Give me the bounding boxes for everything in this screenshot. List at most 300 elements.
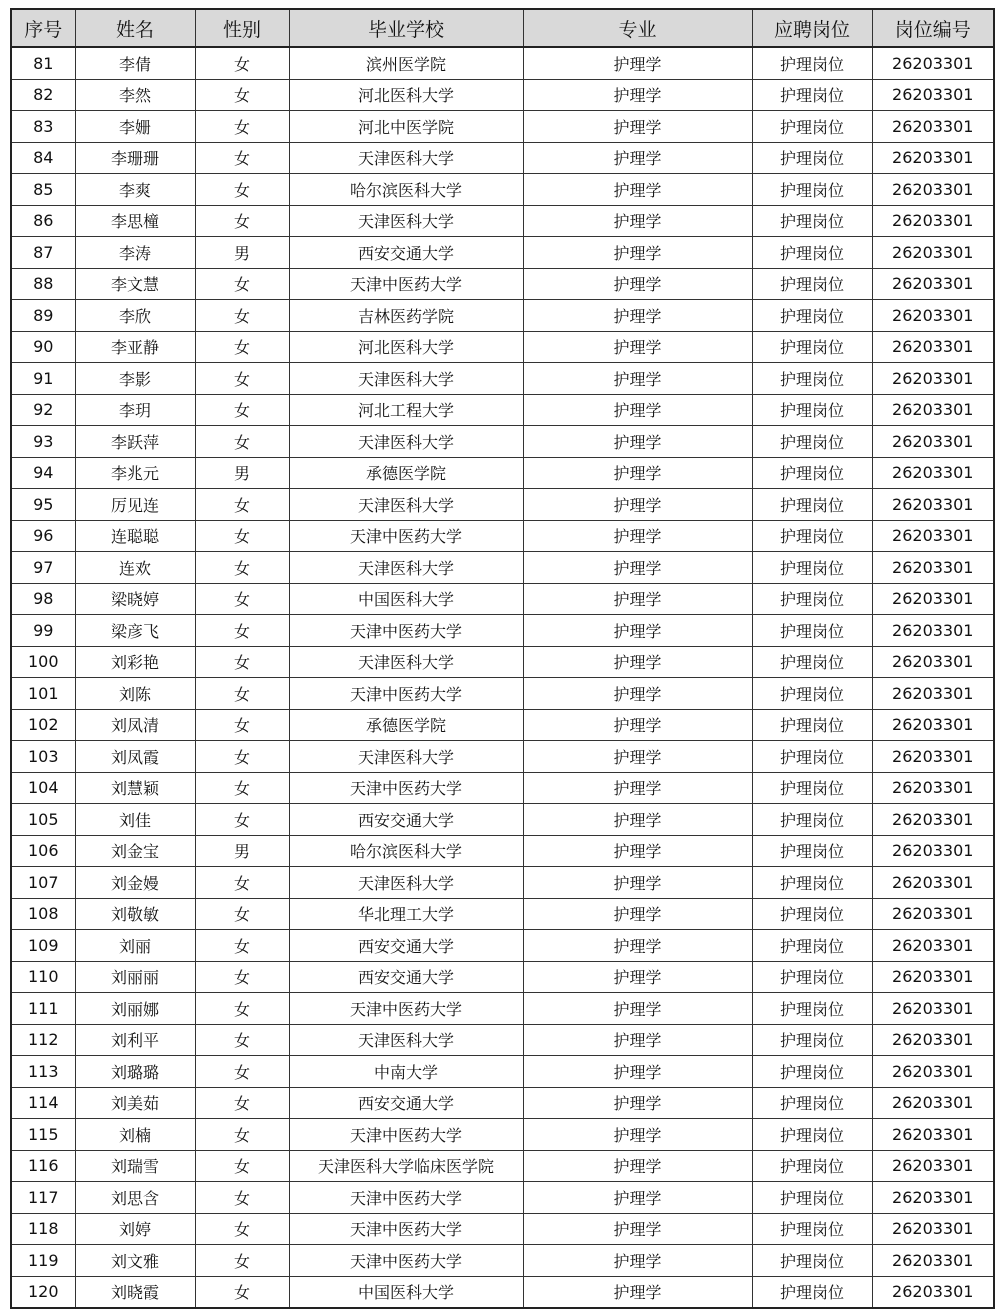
- cell-gender: 女: [195, 1087, 289, 1119]
- table-row: [11, 268, 994, 300]
- table-row: [11, 520, 994, 552]
- cell-position: 护理岗位: [752, 678, 872, 710]
- table-row: [11, 1056, 994, 1088]
- table-row: [11, 174, 994, 206]
- cell-index: 83: [11, 111, 75, 143]
- cell-school: 中国医科大学: [289, 1276, 523, 1308]
- cell-index: 105: [11, 804, 75, 836]
- cell-major: 护理学: [523, 1087, 752, 1119]
- table-row: [11, 47, 994, 79]
- cell-index: 99: [11, 615, 75, 647]
- cell-gender: 女: [195, 1182, 289, 1214]
- cell-name: 连欢: [75, 552, 195, 584]
- cell-position-code: 26203301: [872, 1150, 994, 1182]
- cell-major: 护理学: [523, 426, 752, 458]
- cell-position-code: 26203301: [872, 772, 994, 804]
- cell-gender: 女: [195, 331, 289, 363]
- table-row: [11, 835, 994, 867]
- header-school: 毕业学校: [289, 9, 523, 47]
- cell-school: 华北理工大学: [289, 898, 523, 930]
- cell-major: 护理学: [523, 237, 752, 269]
- table-row: [11, 804, 994, 836]
- cell-school: 河北医科大学: [289, 79, 523, 111]
- cell-position: 护理岗位: [752, 205, 872, 237]
- cell-index: 111: [11, 993, 75, 1025]
- cell-position: 护理岗位: [752, 300, 872, 332]
- cell-major: 护理学: [523, 804, 752, 836]
- header-index: 序号: [11, 9, 75, 47]
- table-row: [11, 583, 994, 615]
- cell-position-code: 26203301: [872, 205, 994, 237]
- cell-name: 刘凤清: [75, 709, 195, 741]
- header-row: [11, 9, 994, 47]
- cell-index: 120: [11, 1276, 75, 1308]
- cell-position: 护理岗位: [752, 1213, 872, 1245]
- cell-position-code: 26203301: [872, 898, 994, 930]
- cell-index: 88: [11, 268, 75, 300]
- cell-position: 护理岗位: [752, 993, 872, 1025]
- cell-gender: 女: [195, 1024, 289, 1056]
- cell-name: 刘金宝: [75, 835, 195, 867]
- cell-major: 护理学: [523, 268, 752, 300]
- table-row: [11, 300, 994, 332]
- cell-gender: 女: [195, 646, 289, 678]
- cell-position-code: 26203301: [872, 1276, 994, 1308]
- cell-position: 护理岗位: [752, 331, 872, 363]
- cell-school: 天津医科大学: [289, 867, 523, 899]
- cell-index: 109: [11, 930, 75, 962]
- cell-school: 天津中医药大学: [289, 268, 523, 300]
- table-row: [11, 331, 994, 363]
- cell-position-code: 26203301: [872, 615, 994, 647]
- table-row: [11, 205, 994, 237]
- cell-index: 96: [11, 520, 75, 552]
- cell-position: 护理岗位: [752, 804, 872, 836]
- cell-name: 厉见连: [75, 489, 195, 521]
- cell-name: 李兆元: [75, 457, 195, 489]
- cell-name: 刘金嫚: [75, 867, 195, 899]
- cell-position: 护理岗位: [752, 615, 872, 647]
- table-row: [11, 426, 994, 458]
- cell-index: 85: [11, 174, 75, 206]
- cell-name: 刘陈: [75, 678, 195, 710]
- cell-position-code: 26203301: [872, 300, 994, 332]
- cell-position-code: 26203301: [872, 678, 994, 710]
- cell-index: 92: [11, 394, 75, 426]
- table-row: [11, 1276, 994, 1308]
- cell-gender: 女: [195, 268, 289, 300]
- cell-position-code: 26203301: [872, 867, 994, 899]
- cell-position: 护理岗位: [752, 363, 872, 395]
- cell-name: 李珊珊: [75, 142, 195, 174]
- cell-gender: 女: [195, 615, 289, 647]
- cell-name: 李跃萍: [75, 426, 195, 458]
- cell-major: 护理学: [523, 552, 752, 584]
- cell-position: 护理岗位: [752, 1150, 872, 1182]
- cell-position: 护理岗位: [752, 646, 872, 678]
- cell-index: 102: [11, 709, 75, 741]
- cell-gender: 女: [195, 174, 289, 206]
- cell-gender: 男: [195, 835, 289, 867]
- cell-gender: 女: [195, 993, 289, 1025]
- cell-position: 护理岗位: [752, 1119, 872, 1151]
- cell-index: 117: [11, 1182, 75, 1214]
- cell-name: 李姗: [75, 111, 195, 143]
- cell-gender: 女: [195, 1213, 289, 1245]
- cell-position-code: 26203301: [872, 79, 994, 111]
- cell-position: 护理岗位: [752, 1276, 872, 1308]
- cell-position-code: 26203301: [872, 363, 994, 395]
- cell-school: 天津医科大学: [289, 552, 523, 584]
- table-row: [11, 1119, 994, 1151]
- cell-name: 刘丽娜: [75, 993, 195, 1025]
- cell-name: 刘佳: [75, 804, 195, 836]
- cell-name: 刘璐璐: [75, 1056, 195, 1088]
- cell-school: 西安交通大学: [289, 237, 523, 269]
- cell-school: 天津中医药大学: [289, 678, 523, 710]
- cell-position-code: 26203301: [872, 489, 994, 521]
- cell-position: 护理岗位: [752, 741, 872, 773]
- cell-index: 115: [11, 1119, 75, 1151]
- cell-position-code: 26203301: [872, 331, 994, 363]
- cell-gender: 女: [195, 1119, 289, 1151]
- cell-gender: 女: [195, 520, 289, 552]
- cell-position: 护理岗位: [752, 583, 872, 615]
- cell-major: 护理学: [523, 1119, 752, 1151]
- cell-gender: 女: [195, 79, 289, 111]
- table-row: [11, 552, 994, 584]
- cell-gender: 女: [195, 394, 289, 426]
- table-row: [11, 111, 994, 143]
- cell-school: 承德医学院: [289, 709, 523, 741]
- cell-index: 103: [11, 741, 75, 773]
- cell-school: 中国医科大学: [289, 583, 523, 615]
- cell-school: 西安交通大学: [289, 961, 523, 993]
- cell-index: 87: [11, 237, 75, 269]
- cell-index: 89: [11, 300, 75, 332]
- cell-name: 李影: [75, 363, 195, 395]
- cell-index: 104: [11, 772, 75, 804]
- cell-index: 119: [11, 1245, 75, 1277]
- cell-name: 刘美茹: [75, 1087, 195, 1119]
- cell-name: 刘丽丽: [75, 961, 195, 993]
- table-row: [11, 930, 994, 962]
- cell-position-code: 26203301: [872, 1024, 994, 1056]
- table-row: [11, 142, 994, 174]
- cell-gender: 女: [195, 867, 289, 899]
- cell-gender: 女: [195, 489, 289, 521]
- cell-major: 护理学: [523, 363, 752, 395]
- header-name: 姓名: [75, 9, 195, 47]
- table-row: [11, 1150, 994, 1182]
- cell-name: 李涛: [75, 237, 195, 269]
- cell-major: 护理学: [523, 489, 752, 521]
- table-row: [11, 489, 994, 521]
- cell-gender: 女: [195, 930, 289, 962]
- cell-major: 护理学: [523, 583, 752, 615]
- table-row: [11, 709, 994, 741]
- cell-major: 护理学: [523, 709, 752, 741]
- cell-index: 110: [11, 961, 75, 993]
- cell-gender: 女: [195, 142, 289, 174]
- cell-position-code: 26203301: [872, 47, 994, 79]
- cell-major: 护理学: [523, 1245, 752, 1277]
- cell-school: 河北工程大学: [289, 394, 523, 426]
- cell-major: 护理学: [523, 961, 752, 993]
- cell-position-code: 26203301: [872, 1245, 994, 1277]
- cell-position-code: 26203301: [872, 993, 994, 1025]
- cell-name: 李文慧: [75, 268, 195, 300]
- cell-school: 河北中医学院: [289, 111, 523, 143]
- cell-name: 李亚静: [75, 331, 195, 363]
- table-header: [11, 9, 994, 47]
- cell-school: 河北医科大学: [289, 331, 523, 363]
- cell-index: 95: [11, 489, 75, 521]
- cell-position-code: 26203301: [872, 426, 994, 458]
- cell-major: 护理学: [523, 1213, 752, 1245]
- cell-major: 护理学: [523, 1024, 752, 1056]
- cell-major: 护理学: [523, 1182, 752, 1214]
- cell-major: 护理学: [523, 1056, 752, 1088]
- cell-name: 刘思含: [75, 1182, 195, 1214]
- header-position: 应聘岗位: [752, 9, 872, 47]
- cell-name: 李玥: [75, 394, 195, 426]
- cell-name: 李倩: [75, 47, 195, 79]
- cell-name: 李然: [75, 79, 195, 111]
- cell-position: 护理岗位: [752, 1056, 872, 1088]
- cell-major: 护理学: [523, 867, 752, 899]
- cell-school: 西安交通大学: [289, 930, 523, 962]
- cell-position: 护理岗位: [752, 772, 872, 804]
- cell-position-code: 26203301: [872, 709, 994, 741]
- cell-index: 107: [11, 867, 75, 899]
- cell-school: 天津中医药大学: [289, 993, 523, 1025]
- cell-index: 100: [11, 646, 75, 678]
- cell-gender: 女: [195, 741, 289, 773]
- cell-major: 护理学: [523, 1150, 752, 1182]
- cell-position: 护理岗位: [752, 237, 872, 269]
- cell-position: 护理岗位: [752, 174, 872, 206]
- cell-school: 天津中医药大学: [289, 772, 523, 804]
- cell-major: 护理学: [523, 174, 752, 206]
- cell-name: 刘慧颖: [75, 772, 195, 804]
- cell-index: 84: [11, 142, 75, 174]
- cell-index: 91: [11, 363, 75, 395]
- cell-name: 刘利平: [75, 1024, 195, 1056]
- table-row: [11, 1024, 994, 1056]
- table-row: [11, 1182, 994, 1214]
- cell-major: 护理学: [523, 615, 752, 647]
- cell-school: 天津医科大学临床医学院: [289, 1150, 523, 1182]
- header-position-code: 岗位编号: [872, 9, 994, 47]
- cell-major: 护理学: [523, 300, 752, 332]
- cell-position-code: 26203301: [872, 457, 994, 489]
- cell-name: 连聪聪: [75, 520, 195, 552]
- cell-major: 护理学: [523, 772, 752, 804]
- cell-school: 天津医科大学: [289, 363, 523, 395]
- cell-position: 护理岗位: [752, 709, 872, 741]
- cell-school: 天津医科大学: [289, 426, 523, 458]
- cell-position: 护理岗位: [752, 1245, 872, 1277]
- cell-gender: 女: [195, 1276, 289, 1308]
- table-row: [11, 363, 994, 395]
- cell-school: 哈尔滨医科大学: [289, 835, 523, 867]
- cell-major: 护理学: [523, 646, 752, 678]
- cell-index: 98: [11, 583, 75, 615]
- cell-major: 护理学: [523, 205, 752, 237]
- cell-position-code: 26203301: [872, 583, 994, 615]
- cell-gender: 女: [195, 804, 289, 836]
- cell-name: 刘敬敏: [75, 898, 195, 930]
- cell-gender: 女: [195, 898, 289, 930]
- cell-major: 护理学: [523, 394, 752, 426]
- cell-gender: 女: [195, 552, 289, 584]
- cell-gender: 女: [195, 426, 289, 458]
- cell-position: 护理岗位: [752, 1087, 872, 1119]
- cell-position: 护理岗位: [752, 1182, 872, 1214]
- cell-position-code: 26203301: [872, 237, 994, 269]
- cell-index: 81: [11, 47, 75, 79]
- cell-name: 刘文雅: [75, 1245, 195, 1277]
- cell-school: 天津医科大学: [289, 142, 523, 174]
- cell-position: 护理岗位: [752, 111, 872, 143]
- cell-school: 天津中医药大学: [289, 615, 523, 647]
- cell-name: 刘晓霞: [75, 1276, 195, 1308]
- cell-school: 天津医科大学: [289, 646, 523, 678]
- cell-name: 刘楠: [75, 1119, 195, 1151]
- cell-school: 西安交通大学: [289, 804, 523, 836]
- cell-school: 天津中医药大学: [289, 1213, 523, 1245]
- cell-school: 中南大学: [289, 1056, 523, 1088]
- cell-position: 护理岗位: [752, 79, 872, 111]
- cell-major: 护理学: [523, 898, 752, 930]
- cell-name: 刘彩艳: [75, 646, 195, 678]
- cell-major: 护理学: [523, 79, 752, 111]
- cell-position: 护理岗位: [752, 1024, 872, 1056]
- cell-index: 114: [11, 1087, 75, 1119]
- cell-major: 护理学: [523, 835, 752, 867]
- cell-position: 护理岗位: [752, 489, 872, 521]
- cell-name: 李欣: [75, 300, 195, 332]
- cell-gender: 女: [195, 678, 289, 710]
- cell-gender: 女: [195, 300, 289, 332]
- cell-index: 112: [11, 1024, 75, 1056]
- cell-gender: 女: [195, 1245, 289, 1277]
- table-row: [11, 1245, 994, 1277]
- cell-position: 护理岗位: [752, 47, 872, 79]
- cell-school: 天津中医药大学: [289, 520, 523, 552]
- cell-position: 护理岗位: [752, 930, 872, 962]
- applicant-table: [10, 8, 995, 1309]
- cell-index: 113: [11, 1056, 75, 1088]
- cell-position-code: 26203301: [872, 1087, 994, 1119]
- cell-index: 94: [11, 457, 75, 489]
- cell-index: 101: [11, 678, 75, 710]
- cell-major: 护理学: [523, 1276, 752, 1308]
- cell-index: 86: [11, 205, 75, 237]
- cell-name: 刘婷: [75, 1213, 195, 1245]
- cell-school: 西安交通大学: [289, 1087, 523, 1119]
- cell-school: 滨州医学院: [289, 47, 523, 79]
- table-row: [11, 237, 994, 269]
- cell-position-code: 26203301: [872, 142, 994, 174]
- table-row: [11, 741, 994, 773]
- cell-name: 李爽: [75, 174, 195, 206]
- cell-school: 承德医学院: [289, 457, 523, 489]
- cell-position-code: 26203301: [872, 646, 994, 678]
- cell-gender: 女: [195, 961, 289, 993]
- cell-school: 天津中医药大学: [289, 1119, 523, 1151]
- cell-major: 护理学: [523, 930, 752, 962]
- cell-position-code: 26203301: [872, 1056, 994, 1088]
- cell-position: 护理岗位: [752, 142, 872, 174]
- table-body: [11, 47, 994, 1308]
- table-row: [11, 394, 994, 426]
- cell-name: 梁晓婷: [75, 583, 195, 615]
- table-row: [11, 1213, 994, 1245]
- cell-school: 哈尔滨医科大学: [289, 174, 523, 206]
- header-major: 专业: [523, 9, 752, 47]
- cell-gender: 女: [195, 205, 289, 237]
- cell-index: 108: [11, 898, 75, 930]
- cell-index: 97: [11, 552, 75, 584]
- cell-position: 护理岗位: [752, 394, 872, 426]
- cell-major: 护理学: [523, 520, 752, 552]
- cell-major: 护理学: [523, 993, 752, 1025]
- cell-position: 护理岗位: [752, 426, 872, 458]
- cell-position: 护理岗位: [752, 898, 872, 930]
- cell-major: 护理学: [523, 457, 752, 489]
- table-row: [11, 457, 994, 489]
- table-row: [11, 678, 994, 710]
- table-row: [11, 646, 994, 678]
- cell-school: 天津医科大学: [289, 205, 523, 237]
- cell-school: 吉林医药学院: [289, 300, 523, 332]
- cell-position: 护理岗位: [752, 457, 872, 489]
- cell-gender: 男: [195, 457, 289, 489]
- cell-index: 106: [11, 835, 75, 867]
- cell-name: 刘凤霞: [75, 741, 195, 773]
- cell-gender: 女: [195, 583, 289, 615]
- cell-position: 护理岗位: [752, 552, 872, 584]
- cell-position-code: 26203301: [872, 835, 994, 867]
- cell-gender: 女: [195, 709, 289, 741]
- table-row: [11, 79, 994, 111]
- cell-school: 天津中医药大学: [289, 1182, 523, 1214]
- cell-index: 82: [11, 79, 75, 111]
- cell-major: 护理学: [523, 741, 752, 773]
- cell-major: 护理学: [523, 331, 752, 363]
- table-row: [11, 615, 994, 647]
- cell-name: 梁彦飞: [75, 615, 195, 647]
- cell-position-code: 26203301: [872, 268, 994, 300]
- cell-position-code: 26203301: [872, 741, 994, 773]
- cell-gender: 女: [195, 772, 289, 804]
- cell-position-code: 26203301: [872, 174, 994, 206]
- cell-position-code: 26203301: [872, 111, 994, 143]
- table-row: [11, 961, 994, 993]
- cell-major: 护理学: [523, 47, 752, 79]
- cell-index: 90: [11, 331, 75, 363]
- cell-major: 护理学: [523, 678, 752, 710]
- cell-position: 护理岗位: [752, 867, 872, 899]
- header-gender: 性别: [195, 9, 289, 47]
- cell-gender: 男: [195, 237, 289, 269]
- cell-school: 天津医科大学: [289, 1024, 523, 1056]
- cell-index: 93: [11, 426, 75, 458]
- cell-position-code: 26203301: [872, 520, 994, 552]
- cell-position: 护理岗位: [752, 268, 872, 300]
